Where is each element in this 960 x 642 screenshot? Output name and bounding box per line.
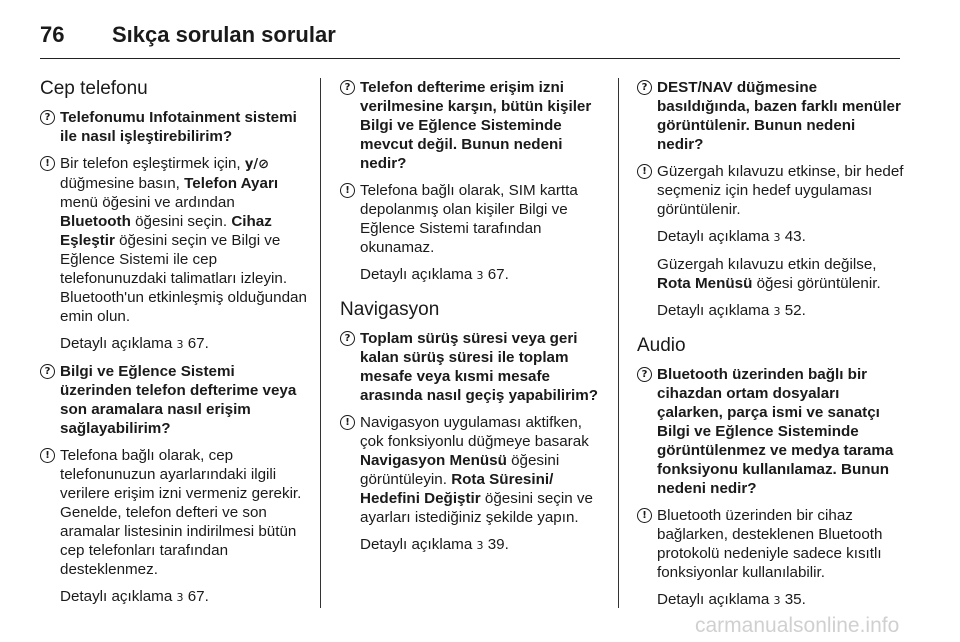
question-icon: ? xyxy=(340,80,355,95)
reference xyxy=(637,227,905,247)
column-1 xyxy=(40,78,308,615)
answer-text: Güzergah kılavuzu etkin değilse, xyxy=(657,256,877,273)
answer-text: Telefona bağlı olarak, cep telefonunuzun ayarlarındaki ilgili verilere erişim izni vermeniz gerekir. Genelde, telefon defteri ve son aramalar listesinin indirilmesi bütün cep telefonları tarafından desteklenmez. xyxy=(60,447,302,578)
exclamation-icon: ! xyxy=(637,508,652,523)
reference-page: 39. xyxy=(483,536,509,553)
answer-text: öğesi görüntülenir. xyxy=(752,275,881,292)
reference-text: Detaylı açıklama xyxy=(657,591,774,608)
reference-text: Detaylı açıklama xyxy=(60,588,177,605)
question-text: Bluetooth üzerinden bağlı bir cihazdan ortam dosyaları çalarken, parça ismi ve sanatçı Bilgi ve Eğlence Sisteminde görüntülenmez ve medya tarama fonksiyonu kullanılamaz. Bunun nedeni nedir? xyxy=(657,366,894,497)
reference xyxy=(340,265,608,285)
column-2 xyxy=(340,78,608,563)
question-icon: ? xyxy=(40,364,55,379)
section-heading-phone: Cep telefonu xyxy=(40,78,148,99)
answer-paragraph xyxy=(637,255,905,293)
phone-icon: y/⊘ xyxy=(244,157,269,172)
menu-term: Rota Menüsü xyxy=(657,275,753,292)
arrow-icon: 3 xyxy=(176,338,184,351)
answer-text: öğesini görüntüleyin. xyxy=(360,452,560,488)
column-3 xyxy=(637,78,905,618)
reference xyxy=(637,590,905,610)
answer-text: öğesini seçin. xyxy=(130,213,232,230)
column-divider xyxy=(618,78,619,608)
arrow-icon: 3 xyxy=(773,594,781,607)
answer-text: öğesini seçin ve Bilgi ve Eğlence Sistemi ile cep telefonunuzdaki talimatları izleyin. Bluetooth'un etkinleşmiş olduğundan emin olun. xyxy=(60,232,307,325)
reference xyxy=(40,334,308,354)
answer xyxy=(637,506,905,582)
question-text: Bilgi ve Eğlence Sistemi üzerinden telefon defterime veya son aramalara nasıl erişim sağlayabilirim? xyxy=(60,363,297,437)
answer-text: Güzergah kılavuzu etkinse, bir hedef seçmeniz için hedef uygulaması görüntülenir. xyxy=(657,163,904,218)
exclamation-icon: ! xyxy=(340,415,355,430)
question-icon: ? xyxy=(40,110,55,125)
answer-text: Bir telefon eşleştirmek için, xyxy=(60,155,245,172)
answer-text: menü öğesini ve ardından xyxy=(60,194,235,211)
header-rule xyxy=(40,58,900,59)
reference-page: 67. xyxy=(483,266,509,283)
reference-text: Detaylı açıklama xyxy=(60,335,177,352)
reference-page: 35. xyxy=(780,591,806,608)
arrow-icon: 3 xyxy=(773,231,781,244)
reference xyxy=(40,587,308,607)
arrow-icon: 3 xyxy=(773,305,781,318)
answer xyxy=(340,413,608,527)
arrow-icon: 3 xyxy=(476,539,484,552)
reference-page: 43. xyxy=(780,228,806,245)
menu-term: Cihaz Eşleştir xyxy=(60,213,272,249)
exclamation-icon: ! xyxy=(40,448,55,463)
answer-text: öğesini seçin ve ayarları istediğiniz şekilde yapın. xyxy=(360,490,593,526)
question xyxy=(40,108,308,146)
answer-text: Navigasyon uygulaması aktifken, çok fonksiyonlu düğmeye basarak xyxy=(360,414,589,450)
arrow-icon: 3 xyxy=(176,591,184,604)
section-heading-navigation: Navigasyon xyxy=(340,299,440,320)
exclamation-icon: ! xyxy=(40,156,55,171)
page-number: 76 xyxy=(40,22,65,47)
answer-text: Telefona bağlı olarak, SIM kartta depolanmış olan kişiler Bilgi ve Eğlence Sistemi tarafından okunamaz. xyxy=(360,182,578,256)
answer-text: Bluetooth üzerinden bir cihaz bağlarken, desteklenen Bluetooth protokolü nedeniyle sadece kısıtlı fonksiyonlar kullanılabilir. xyxy=(657,507,883,581)
answer xyxy=(340,181,608,257)
menu-term: Navigasyon Menüsü xyxy=(360,452,507,469)
reference-text: Detaylı açıklama xyxy=(657,228,774,245)
menu-term: Bluetooth xyxy=(60,213,131,230)
answer-text: düğmesine basın, xyxy=(60,175,185,192)
reference-page: 67. xyxy=(183,588,209,605)
question-text: Telefon defterime erişim izni verilmesine karşın, bütün kişiler Bilgi ve Eğlence Sisteminde mevcut değil. Bunun nedeni nedir? xyxy=(360,79,592,172)
question-icon: ? xyxy=(340,331,355,346)
question-icon: ? xyxy=(637,367,652,382)
page-header xyxy=(40,18,900,62)
page-title: Sıkça sorulan sorular xyxy=(112,22,336,47)
reference xyxy=(340,535,608,555)
question xyxy=(340,78,608,173)
watermark: carmanualsonline.info xyxy=(695,614,900,637)
reference-text: Detaylı açıklama xyxy=(657,302,774,319)
reference xyxy=(637,301,905,321)
answer xyxy=(40,154,308,326)
column-divider xyxy=(320,78,321,608)
reference-text: Detaylı açıklama xyxy=(360,536,477,553)
question xyxy=(40,362,308,438)
arrow-icon: 3 xyxy=(476,269,484,282)
exclamation-icon: ! xyxy=(637,164,652,179)
reference-page: 67. xyxy=(183,335,209,352)
menu-term: Telefon Ayarı xyxy=(184,175,279,192)
answer xyxy=(40,446,308,579)
question-text: Telefonumu Infotainment sistemi ile nasıl işleştirebilirim? xyxy=(60,109,297,145)
menu-term: Rota Süresini/ Hedefini Değiştir xyxy=(360,471,554,507)
question xyxy=(637,78,905,154)
section-heading-audio: Audio xyxy=(637,335,686,356)
answer xyxy=(637,162,905,219)
reference-text: Detaylı açıklama xyxy=(360,266,477,283)
exclamation-icon: ! xyxy=(340,183,355,198)
question xyxy=(340,329,608,405)
reference-page: 52. xyxy=(780,302,806,319)
question xyxy=(637,365,905,498)
question-text: Toplam sürüş süresi veya geri kalan sürüş süresi ile toplam mesafe veya kısmi mesafe arasında nasıl geçiş yapabilirim? xyxy=(360,330,599,404)
question-icon: ? xyxy=(637,80,652,95)
question-text: DEST/NAV düğmesine basıldığında, bazen farklı menüler görüntülenir. Bunun nedeni nedir? xyxy=(657,79,901,153)
